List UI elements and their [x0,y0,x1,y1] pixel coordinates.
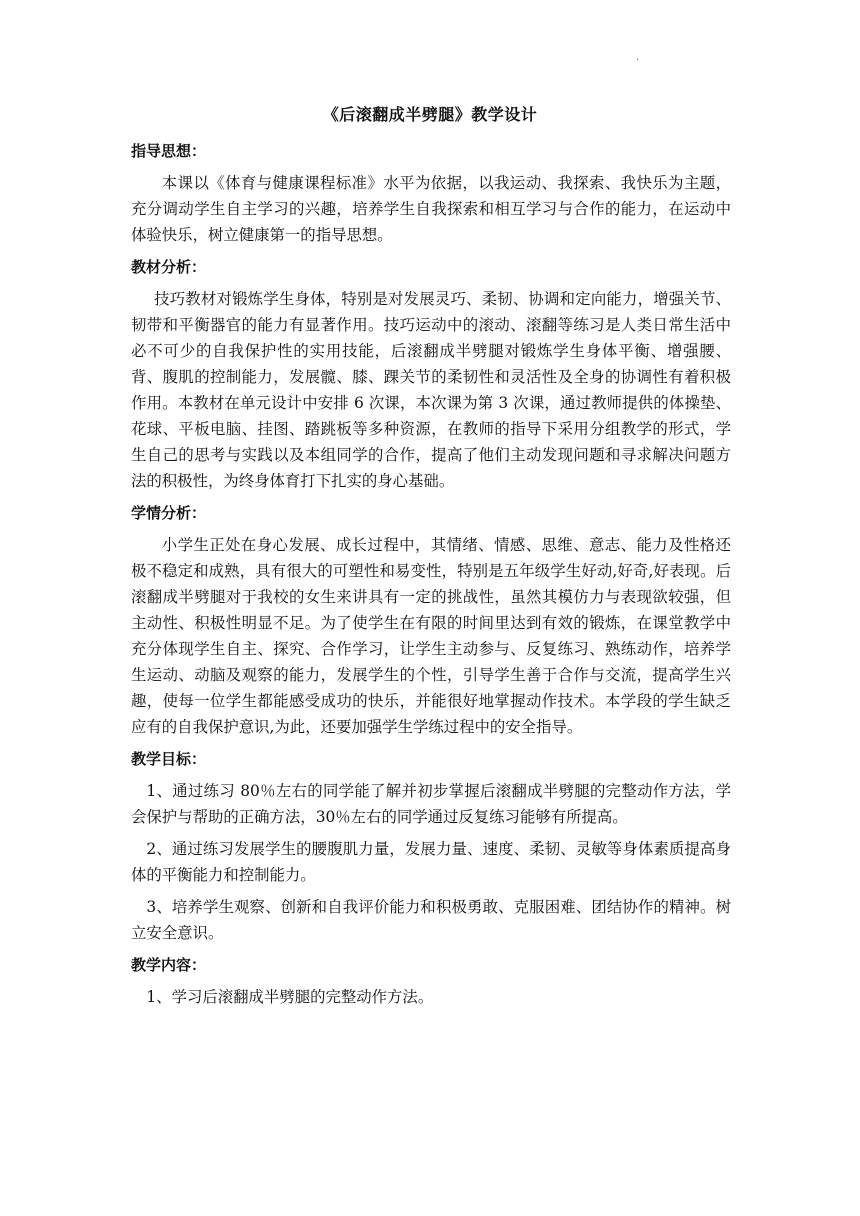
paragraph: 本课以《体育与健康课程标准》水平为依据，以我运动、我探索、我快乐为主题，充分调动学生自主学习的兴趣，培养学生自我探索和相互学习与合作的能力，在运动中体验快乐，树立健康第一的指导思想。 [131,174,731,244]
section-guiding-thought [131,138,731,248]
section-material-analysis [131,254,731,494]
goal-item: 2、通过练习发展学生的腰腹肌力量，发展力量、速度、柔韧、灵敏等身体素质提高身体的平衡能力和控制能力。 [131,840,731,884]
paragraph: 技巧教材对锻炼学生身体，特别是对发展灵巧、柔韧、协调和定向能力，增强关节、韧带和平衡器官的能力有显著作用。技巧运动中的滚动、滚翻等练习是人类日常生活中必不可少的自我保护性的实用技能，后滚翻成半劈腿对锻炼学生身体平衡、增强腰、背、腹肌的控制能力，发展髋、膝、踝关节的柔韧性和灵活性及全身的协调性有着积极作用。本教材在单元设计中安排 6 次课，本次课为第 3 次课，通过教师提供的体操垫、花球、平板电脑、挂图、踏跳板等多种资源，在教师的指导下采用分组教学的形式，学生自己的思考与实践以及本组同学的合作，提高了他们主动发现问题和寻求解决问题方法的积极性，为终身体育打下扎实的身心基础。 [131,290,731,490]
goal-item: 1、通过练习 80％左右的同学能了解并初步掌握后滚翻成半劈腿的完整动作方法，学会保护与帮助的正确方法，30％左右的同学通过反复练习能够有所提高。 [131,782,731,826]
section-heading: 教学目标： [131,750,207,768]
section-heading: 教材分析： [131,258,207,276]
section-student-analysis [131,500,731,740]
section-heading: 指导思想： [131,142,207,160]
document-title: 《后滚翻成半劈腿》教学设计 [322,105,538,124]
document-body [131,138,731,1016]
section-heading: 学情分析： [131,504,207,522]
paragraph: 小学生正处在身心发展、成长过程中，其情绪、情感、思维、意志、能力及性格还极不稳定和成熟，具有很大的可塑性和易变性，特别是五年级学生好动,好奇,好表现。后滚翻成半劈腿对于我校的女生来讲具有一定的挑战性，虽然其模仿力与表现欲较强，但主动性、积极性明显不足。为了使学生在有限的时间里达到有效的锻炼，在课堂教学中充分体现学生自主、探究、合作学习，让学生主动参与、反复练习、熟练动作，培养学生运动、动脑及观察的能力，发展学生的个性，引导学生善于合作与交流，提高学生兴趣，使每一位学生都能感受成功的快乐，并能很好地掌握动作技术。本学段的学生缺乏应有的自我保护意识,为此，还要加强学生学练过程中的安全指导。 [131,536,731,736]
content-item: 1、学习后滚翻成半劈腿的完整动作方法。 [146,988,434,1006]
section-teaching-goals [131,746,731,946]
section-heading: 教学内容： [131,956,207,974]
section-teaching-content [131,952,731,1010]
header-mark: . [636,52,640,63]
goal-item: 3、培养学生观察、创新和自我评价能力和积极勇敢、克服困难、团结协作的精神。树立安全意识。 [131,898,731,942]
